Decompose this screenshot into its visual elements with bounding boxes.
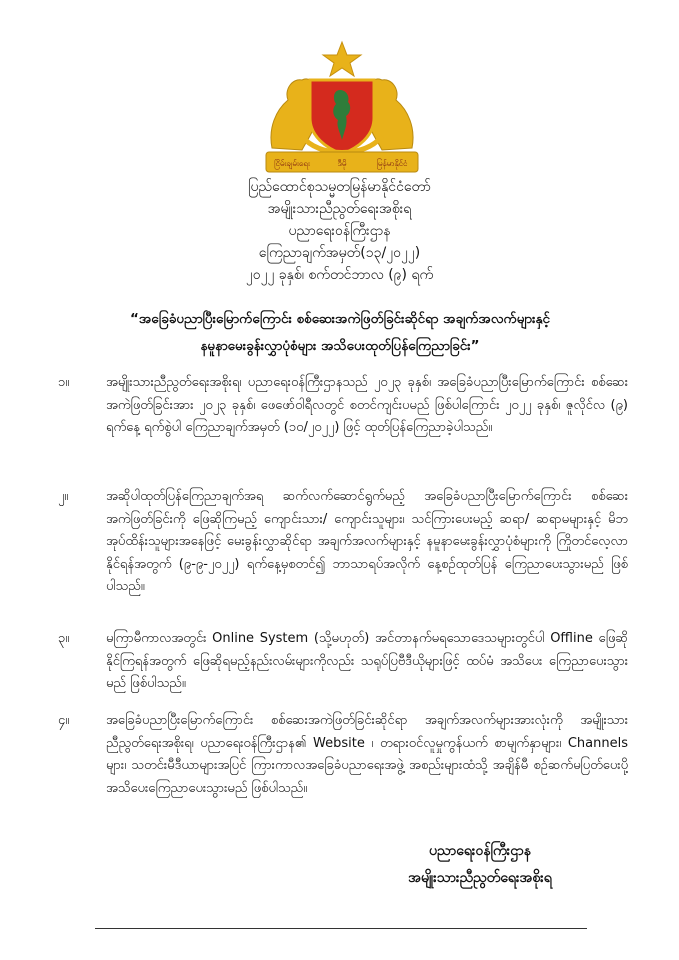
announcement-date: ၂၀၂၂ ခုနှစ်၊ စက်တင်ဘာလ (၉) ရက် <box>245 267 434 283</box>
announcement-title <box>60 306 620 360</box>
announcement-number: ကြေညာချက်အမှတ်(၁၃/၂၀၂၂) <box>258 245 421 261</box>
paragraph-number: ၁။ <box>58 375 70 390</box>
ministry-name: ပညာရေးဝန်ကြီးဌာန <box>288 223 391 239</box>
document-header <box>0 176 679 286</box>
paragraph-text: မကြာမီကာလအတွင်း Online System (သို့မဟုတ်) အင်တာနက်မရသောဒေသများတွင်ပါ Offline ဖြေဆိုနိုင်ကြရန်အတွက် ဖြေဆိုရမည့်နည်းလမ်းများကိုလည်း သရုပ်ပြဗီဒီယိုများဖြင့် ထပ်မံ အသိပေး ကြေညာပေးသွားမည် ဖြစ်ပါသည်။ <box>106 631 628 691</box>
title-line-1: “အခြေခံပညာပြီးမြောက်ကြောင်း စစ်ဆေးအကဲဖြတ်ခြင်းဆိုင်ရာ အချက်အလက်များနှင့် <box>130 311 550 327</box>
paragraph-number: ၄။ <box>58 713 70 728</box>
banner-left-text: ငြိမ်းချမ်းရေး <box>274 159 310 168</box>
signature-ministry: ပညာရေးဝန်ကြီးဌာန <box>429 843 531 859</box>
star-icon <box>323 42 361 76</box>
banner-center-text: ဒီမို <box>337 159 347 168</box>
paragraph-text: အဆိုပါထုတ်ပြန်ကြေညာချက်အရ ဆက်လက်ဆောင်ရွက်မည့် အခြေခံပညာပြီးမြောက်ကြောင်း စစ်ဆေးအကဲဖြတ်ခြင်းကို ဖြေဆိုကြမည့် ကျောင်းသား/ ကျောင်းသူများ၊ သင်ကြားပေးမည့် ဆရာ/ ဆရာမများနှင့် မိဘအုပ်ထိန်းသူများအနေဖြင့် မေးခွန်းလွှာဆိုင်ရာ အချက်အလက်များနှင့် နမူနာမေးခွန်းလွှာပုံစံများကို ကြိုတင်လေ့လာနိုင်ရန်အတွက် (၉-၉-၂၀၂၂) ရက်နေ့မှစတင်၍ ဘာသာရပ်အလိုက် နေ့စဉ်ထုတ်ပြန် ကြေညာပေးသွားမည် ဖြစ်ပါသည်။ <box>106 489 628 594</box>
footer-divider <box>95 928 587 929</box>
paragraph-number: ၃။ <box>58 631 70 646</box>
title-line-2: နမူနာမေးခွန်းလွှာပုံစံများ အသိပေးထုတ်ပြန်ကြေညာခြင်း” <box>200 338 480 354</box>
signature-government: အမျိုးသားညီညွတ်ရေးအစိုးရ <box>408 870 552 886</box>
country-name: ပြည်ထောင်စုသမ္မတမြန်မာနိုင်ငံတော် <box>248 179 431 195</box>
paragraph-number: ၂။ <box>58 489 69 504</box>
state-seal-icon <box>262 40 422 175</box>
paragraph-text: အမျိုးသားညီညွတ်ရေးအစိုးရ၊ ပညာရေးဝန်ကြီးဌာနသည် ၂၀၂၃ ခုနှစ်၊ အခြေခံပညာပြီးမြောက်ကြောင်း စစ်ဆေးအကဲဖြတ်ခြင်းအား ၂၀၂၃ ခုနှစ်၊ ဖေဖော်ဝါရီလတွင် စတင်ကျင်းပမည် ဖြစ်ပါကြောင်း ၂၀၂၂ ခုနှစ်၊ ဇူလိုင်လ (၉) ရက်နေ့ ရက်စွဲပါ ကြေညာချက်အမှတ် (၁၀/၂၀၂၂) ဖြင့် ထုတ်ပြန်ကြေညာခဲ့ပါသည်။ <box>106 375 628 435</box>
signature-block <box>360 838 600 892</box>
banner-right-text: မြန်မာနိုင်ငံ <box>376 159 408 168</box>
government-name: အမျိုးသားညီညွတ်ရေးအစိုးရ <box>267 201 412 217</box>
paragraph-text: အခြေခံပညာပြီးမြောက်ကြောင်း စစ်ဆေးအကဲဖြတ်ခြင်းဆိုင်ရာ အချက်အလက်များအားလုံးကို အမျိုးသားညီညွတ်ရေးအစိုးရ၊ ပညာရေးဝန်ကြီးဌာန၏ Website ၊ တရားဝင်လူမှုကွန်ယက် စာမျက်နှာများ၊ Channels များ၊ သတင်းမီဒီယာများအပြင် ကြားကာလအခြေခံပညာရေးအဖွဲ့ အစည်းများထံသို့ အချိန်မီ စဉ်ဆက်မပြတ်ပေးပို့ အသိပေးကြေညာပေးသွားမည် ဖြစ်ပါသည်။ <box>106 713 628 796</box>
